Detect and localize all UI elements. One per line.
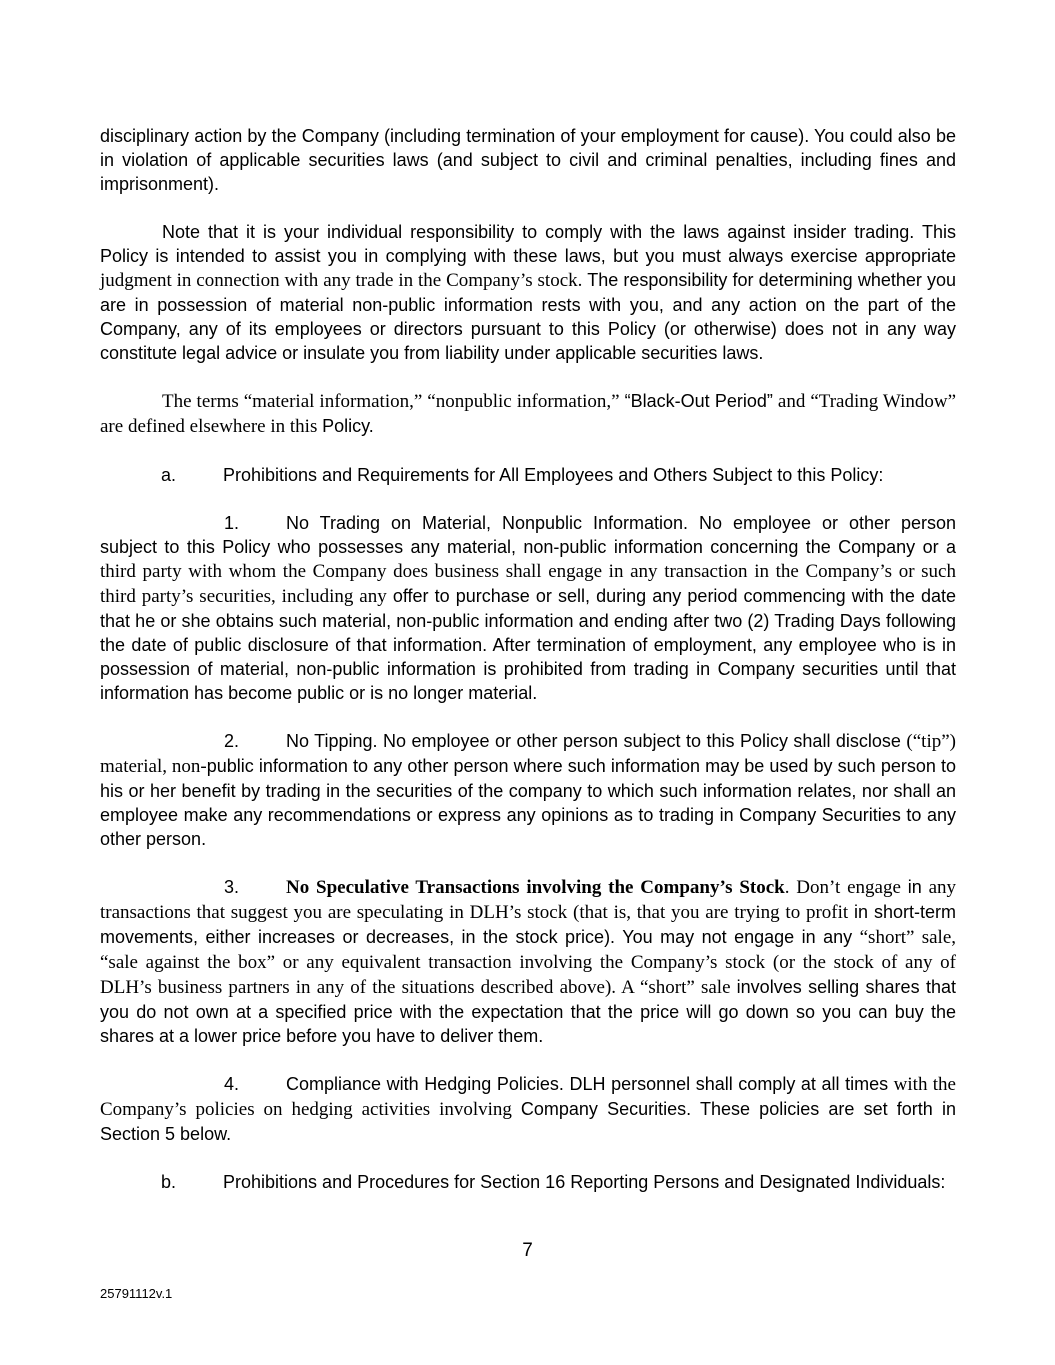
item-3-text-3: any transactions that suggest you are speculating in DLH’s stock (that is, that you are trying to profit (100, 877, 957, 923)
item-3-text-4: in short-term movements, either increases or decreases, in the stock price). You may not engage in any (100, 902, 956, 947)
item-1-text-3: offer to purchase or sell, during any period commencing with the date that he or she obtains such material, non-public information and ending after two (2) Trading Days following the date of public disclosure of that information. After termination of employment, any employee who is in possession of material, non-public information is prohibited from trading in Company securities until that information has become public or is no longer material. (100, 586, 956, 703)
item-4-text-2: with the Company’s policies on hedging activities involving (100, 1074, 956, 1120)
section-b-title: Prohibitions and Procedures for Section 16 Reporting Persons and Designated Individuals: (223, 1172, 946, 1192)
item-4-text-3: Company Securities. These policies are set forth in Section 5 below. (100, 1099, 956, 1144)
section-a-heading (161, 463, 956, 487)
document-id: 25791112v.1 (100, 1286, 173, 1301)
item-2-text-2: (“tip”) material, non- (100, 731, 956, 777)
item-1-text-1: No employee or other person subject to this Policy who possesses any material, non-public information concerning the Company or a (100, 513, 956, 557)
responsibility-text-2: judgment in connection with any trade in the Company’s stock. (100, 270, 583, 291)
item-3-title: No Speculative Transactions involving the Company’s Stock (286, 877, 785, 898)
paragraph-continuation: disciplinary action by the Company (including termination of your employment for cause). You could also be in violation of applicable securities laws (and subject to civil and criminal penalties, including fines and imprisonment). (100, 126, 956, 194)
page-number: 7 (522, 1240, 533, 1261)
paragraph-terms (100, 389, 956, 439)
item-1-no-trading (100, 511, 956, 705)
section-b-label: b. (161, 1172, 177, 1192)
document-body (100, 124, 956, 1194)
item-2-number: 2. (224, 731, 240, 751)
item-3-text-2: in (907, 877, 922, 897)
item-2-title: No Tipping. (286, 731, 378, 751)
item-2-text-1: No employee or other person subject to this Policy shall disclose (377, 731, 907, 751)
terms-text-4: Policy. (322, 416, 374, 436)
terms-text-2: “Black-Out Period” (624, 391, 773, 411)
item-1-title: No Trading on Material, Nonpublic Information. (286, 513, 689, 533)
item-4-title: Compliance with Hedging Policies. (286, 1074, 564, 1094)
section-b-heading (161, 1170, 956, 1194)
item-3-text-1: . Don’t engage (784, 877, 908, 898)
item-3-number: 3. (224, 877, 240, 897)
item-2-no-tipping (100, 729, 956, 851)
responsibility-text-1: Note that it is your individual responsibility to comply with the laws against insider trading. This Policy is intended to assist you in complying with these laws, but you must always exercise appropriate (100, 222, 956, 266)
item-1-number: 1. (224, 513, 240, 533)
item-4-number: 4. (224, 1074, 240, 1094)
item-3-text-6: involves selling shares that you do not own at a specified price with the expectation that the price will go down so you can buy the shares at a lower price before you have to deliver them. (100, 977, 956, 1046)
item-4-text-1: DLH personnel shall comply at all times (563, 1074, 894, 1094)
responsibility-text-3: The responsibility for determining whether you are in possession of material non-public information rests with you, and any action on the part of the Company, any of its employees or directors pursuant to this Policy (or otherwise) does not in any way constitute legal advice or insulate you from liability under applicable securities laws. (100, 270, 957, 363)
item-3-text-5: “short” sale, “sale against the box” or any equivalent transaction involving the Company’s stock (or the stock of any of DLH’s business partners in any of the situations described above). A “short” sale (100, 927, 957, 998)
terms-text-1: The terms “material information,” “nonpublic information,” (162, 391, 625, 412)
paragraph-responsibility (100, 220, 956, 365)
terms-text-3: and “Trading Window” are defined elsewhere in this (100, 391, 957, 437)
section-a-title: Prohibitions and Requirements for All Employees and Others Subject to this Policy: (223, 465, 884, 485)
item-2-text-3: public information to any other person where such information may be used by such person to his or her benefit by trading in the securities of the company to which such information relates, nor shall an employee make any recommendations or express any opinions as to trading in Company Securities to any other person. (100, 756, 956, 849)
section-a-label: a. (161, 465, 177, 485)
item-3-no-speculative (100, 875, 956, 1048)
item-4-hedging (100, 1072, 956, 1146)
item-1-text-2: third party with whom the Company does business shall engage in any transaction in the Company’s or such third party’s securities, including any (100, 561, 956, 607)
